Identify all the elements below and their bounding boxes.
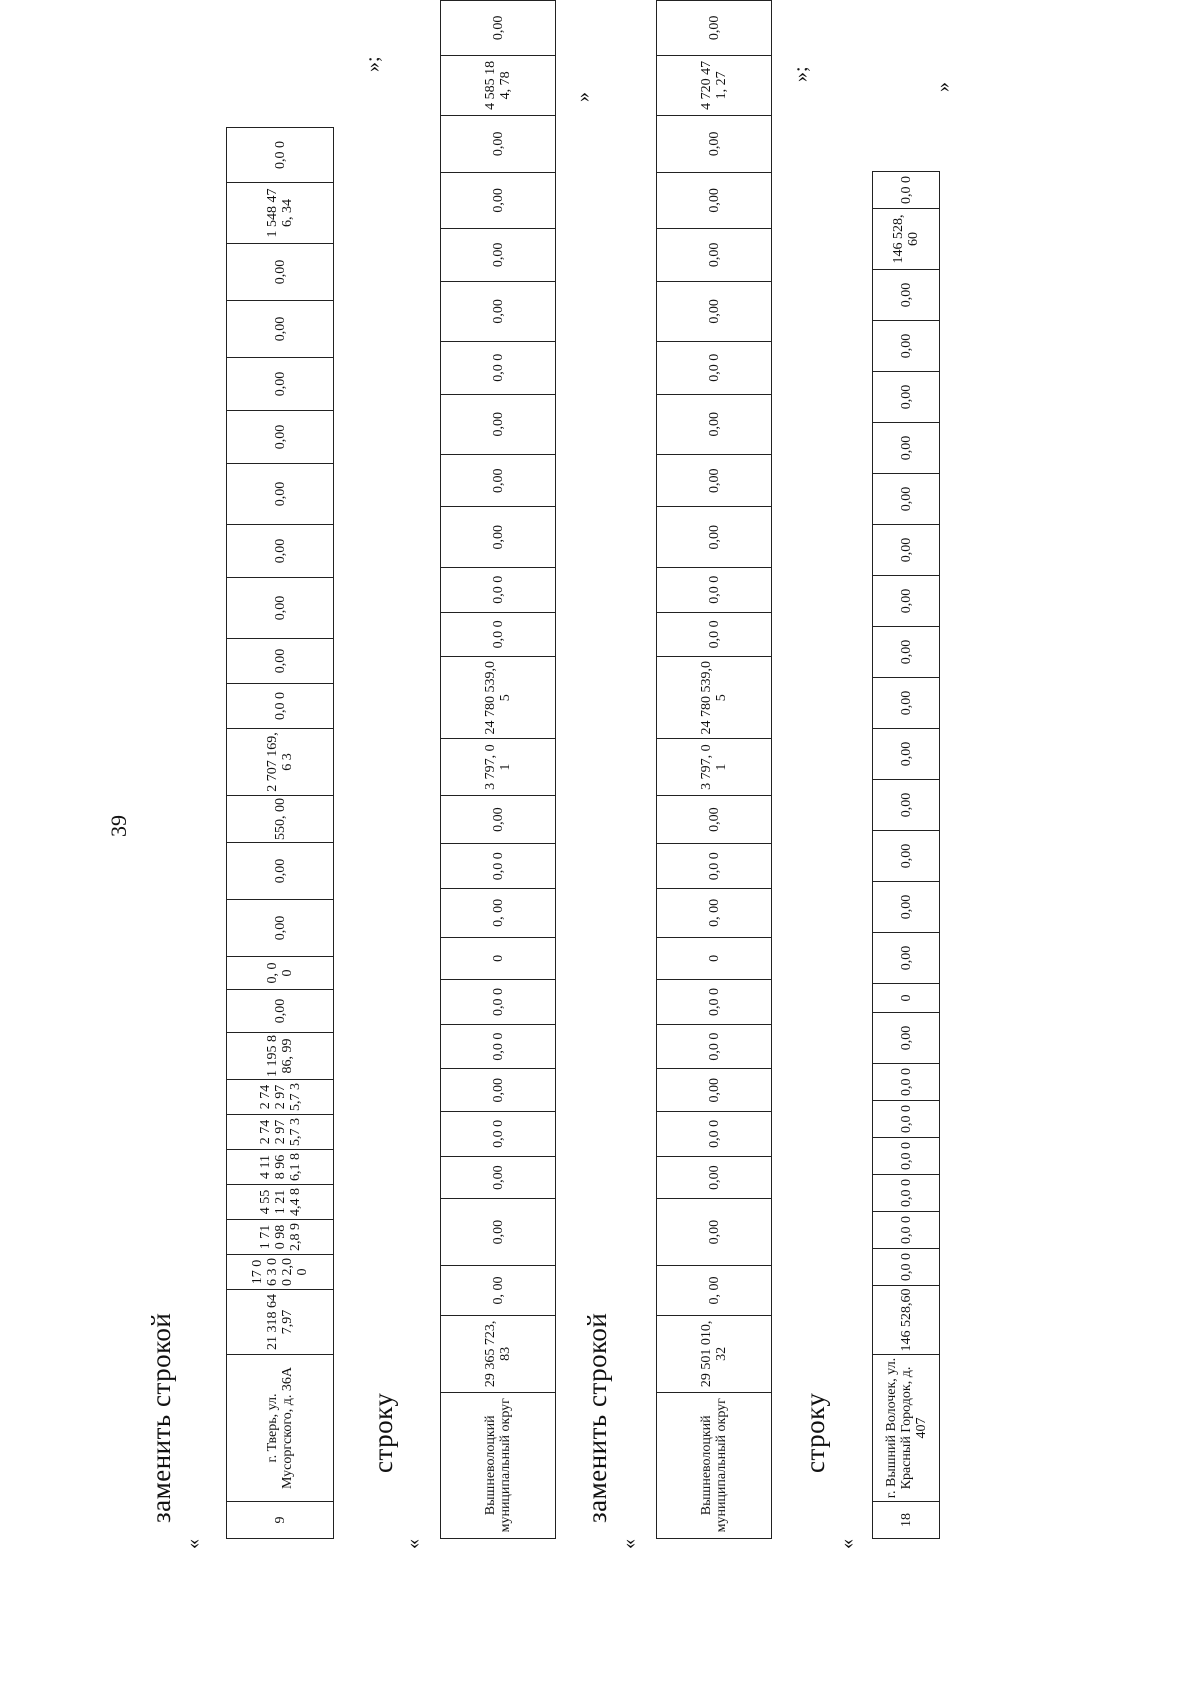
table-cell: г. Тверь, ул. Мусоргского, д. 36А xyxy=(227,1355,334,1502)
table-cell: 146 528, 60 xyxy=(873,209,940,270)
end-mark-1: »; xyxy=(362,56,384,72)
table-cell: 0,00 xyxy=(873,576,940,627)
table-cell: 0,0 0 xyxy=(873,1175,940,1212)
heading-row-1: строку xyxy=(368,1392,398,1473)
table-cell: 4 11 8 96 6,1 8 xyxy=(227,1150,334,1185)
table-cell: 0,00 xyxy=(657,172,772,228)
table-row xyxy=(873,172,940,1539)
table-cell: 0,00 xyxy=(657,795,772,844)
table-cell: 0 xyxy=(441,937,556,980)
open-quote-1: « xyxy=(182,1539,204,1549)
table-cell: 0,00 xyxy=(227,525,334,578)
table-cell: 0,0 0 xyxy=(873,1212,940,1249)
end-mark-4: » xyxy=(932,82,954,92)
table-cell: 0,0 0 xyxy=(657,1112,772,1157)
table-cell: 0,00 xyxy=(873,780,940,831)
table-cell: 0,0 0 xyxy=(873,1249,940,1286)
table-row xyxy=(657,1,772,1539)
table-cell: 0,0 0 xyxy=(657,567,772,612)
table-cell: 0,00 xyxy=(873,831,940,882)
table-cell: 0,00 xyxy=(657,1199,772,1265)
table-cell: 0,0 0 xyxy=(441,1112,556,1157)
table-cell: 0,00 xyxy=(657,1156,772,1199)
table-cell: 0,0 0 xyxy=(657,844,772,889)
table-cell: 0, 00 xyxy=(441,1265,556,1316)
open-quote-3: « xyxy=(618,1539,640,1549)
table-row-18 xyxy=(872,171,940,1539)
table-cell: 0,00 xyxy=(441,1069,556,1112)
open-quote-2: « xyxy=(402,1539,424,1549)
table-cell: 9 xyxy=(227,1502,334,1539)
table-cell: 0 xyxy=(873,984,940,1013)
table-cell: 0,00 xyxy=(441,229,556,282)
table-cell: 0,00 xyxy=(873,321,940,372)
table-cell: 0,00 xyxy=(873,882,940,933)
table-cell: 0,00 xyxy=(657,394,772,454)
table-cell: 0,00 xyxy=(657,507,772,567)
table-cell: 0,00 xyxy=(227,411,334,464)
table-cell: 0, 00 xyxy=(657,889,772,938)
table-cell: 1 195 886, 99 xyxy=(227,1033,334,1080)
table-cell: 24 780 539,05 xyxy=(441,657,556,739)
table-cell: 29 501 010,32 xyxy=(657,1316,772,1392)
table-cell: 0 xyxy=(657,937,772,980)
table-row xyxy=(227,128,334,1539)
table-cell: 29 365 723,83 xyxy=(441,1316,556,1392)
table-cell: 0,00 xyxy=(873,627,940,678)
table-cell: 0,00 xyxy=(657,1,772,56)
table-cell: 0,00 xyxy=(227,464,334,525)
table-cell: 0,0 0 xyxy=(441,1024,556,1069)
end-mark-3: »; xyxy=(790,66,812,82)
table-cell: 0,00 xyxy=(873,1013,940,1064)
table-row-9 xyxy=(226,127,334,1539)
table-cell: 0,0 0 xyxy=(873,172,940,209)
table-row xyxy=(441,1,556,1539)
end-mark-2: » xyxy=(572,92,594,102)
table-cell: 0,00 xyxy=(441,1156,556,1199)
table-cell: 0,00 xyxy=(657,281,772,341)
heading-replace-1: заменить строкой xyxy=(146,1312,176,1523)
table-cell: Вышневолоцкий муниципальный округ xyxy=(657,1392,772,1538)
heading-replace-2: заменить строкой xyxy=(582,1312,612,1523)
table-vyshnevolotsky-new xyxy=(656,0,772,1539)
heading-row-2: строку xyxy=(800,1392,830,1473)
table-cell: 21 318 647,97 xyxy=(227,1290,334,1355)
table-cell: 0,00 xyxy=(873,423,940,474)
table-cell: 550, 00 xyxy=(227,796,334,843)
table-cell: 0,0 0 xyxy=(657,612,772,657)
table-cell: 0,0 0 xyxy=(441,980,556,1025)
table-cell: 0, 00 xyxy=(657,1265,772,1316)
table-cell: 0,0 0 xyxy=(873,1064,940,1101)
table-cell: 18 xyxy=(873,1502,940,1539)
table-cell: 0,0 0 xyxy=(657,1024,772,1069)
table-cell: 0,00 xyxy=(657,1069,772,1112)
table-cell: 0,0 0 xyxy=(227,128,334,183)
table-cell: 0,00 xyxy=(657,229,772,282)
table-vyshnevolotsky-old xyxy=(440,0,556,1539)
table-cell: 0,00 xyxy=(441,116,556,172)
table-cell: 0,00 xyxy=(441,454,556,507)
table-cell: 0,00 xyxy=(873,270,940,321)
table-cell: 0,0 0 xyxy=(441,612,556,657)
table-cell: 0,00 xyxy=(441,795,556,844)
table-cell: 2 74 2 97 5,7 3 xyxy=(227,1080,334,1115)
table-cell: 0,00 xyxy=(227,639,334,684)
table-cell: 3 797, 01 xyxy=(657,739,772,795)
table-cell: 3 797, 01 xyxy=(441,739,556,795)
table-cell: 24 780 539,05 xyxy=(657,657,772,739)
table-cell: 0,00 xyxy=(227,244,334,301)
table-cell: 0,0 0 xyxy=(657,342,772,395)
table-cell: 146 528,60 xyxy=(873,1286,940,1355)
table-cell: 0,00 xyxy=(441,172,556,228)
table-cell: 0,00 xyxy=(441,394,556,454)
table-cell: 0,00 xyxy=(441,507,556,567)
table-cell: 0,00 xyxy=(227,358,334,411)
page-number: 39 xyxy=(106,815,131,837)
table-cell: 0,00 xyxy=(227,301,334,358)
table-cell: 0,0 0 xyxy=(441,844,556,889)
open-quote-4: « xyxy=(836,1539,858,1549)
table-cell: 0,00 xyxy=(227,578,334,639)
table-cell: 0,00 xyxy=(657,454,772,507)
table-cell: 17 06 3 00 2,0 0 xyxy=(227,1255,334,1290)
table-cell: 0,00 xyxy=(873,729,940,780)
table-cell: 4 585 184, 78 xyxy=(441,55,556,115)
table-cell: 0,00 xyxy=(873,525,940,576)
table-cell: 0,0 0 xyxy=(873,1138,940,1175)
table-cell: 0,00 xyxy=(873,933,940,984)
table-cell: 4 55 1 21 4,4 8 xyxy=(227,1185,334,1220)
table-cell: 0,00 xyxy=(657,116,772,172)
table-cell: 2 707 169,6 3 xyxy=(227,729,334,796)
table-cell: г. Вышний Волочек, ул. Красный Городок, д. 407 xyxy=(873,1355,940,1502)
table-cell: 0,00 xyxy=(227,990,334,1033)
table-cell: 0,0 0 xyxy=(227,684,334,729)
table-cell: 1 548 476, 34 xyxy=(227,183,334,244)
table-cell: 0,0 0 xyxy=(441,342,556,395)
table-cell: 2 74 2 97 5,7 3 xyxy=(227,1115,334,1150)
table-cell: 0,0 0 xyxy=(873,1101,940,1138)
table-cell: 0,00 xyxy=(873,372,940,423)
table-cell: 0,0 0 xyxy=(657,980,772,1025)
table-cell: 0,0 0 xyxy=(441,567,556,612)
table-cell: 0, 0 0 xyxy=(227,957,334,990)
table-cell: 0,00 xyxy=(441,281,556,341)
table-cell: 0, 00 xyxy=(441,889,556,938)
table-cell: 0,00 xyxy=(441,1,556,56)
table-cell: 1 71 0 98 2,8 9 xyxy=(227,1220,334,1255)
table-cell: 0,00 xyxy=(441,1199,556,1265)
table-cell: 0,00 xyxy=(227,900,334,957)
table-cell: 0,00 xyxy=(873,474,940,525)
table-cell: 0,00 xyxy=(873,678,940,729)
table-cell: 4 720 471, 27 xyxy=(657,55,772,115)
table-cell: Вышневолоцкий муниципальный округ xyxy=(441,1392,556,1538)
table-cell: 0,00 xyxy=(227,843,334,900)
